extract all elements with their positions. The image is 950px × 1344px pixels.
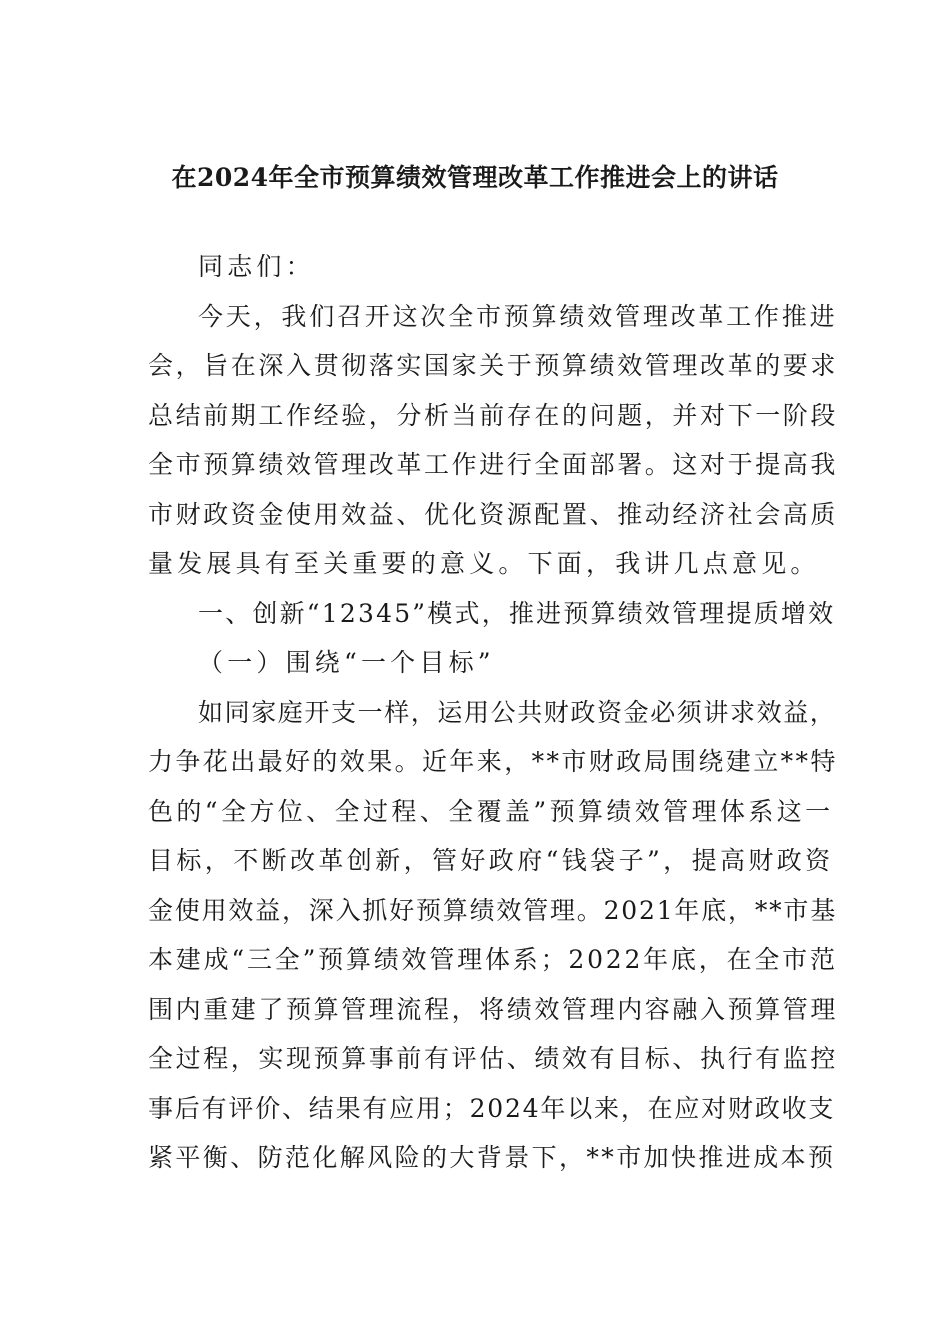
body-line: 量发展具有至关重要的意义。下面，我讲几点意见。 (148, 549, 820, 578)
document-title: 在2024年全市预算绩效管理改革工作推进会上的讲话 (171, 163, 779, 192)
body-line: 会，旨在深入贯彻落实国家关于预算绩效管理改革的要求 (148, 351, 839, 380)
body-line: 全市预算绩效管理改革工作进行全面部署。这对于提高我 (148, 450, 839, 479)
body-line: 市财政资金使用效益、优化资源配置、推动经济社会高质 (148, 499, 839, 529)
body-line: （一）围绕“一个目标” (198, 648, 495, 677)
body-line: 总结前期工作经验，分析当前存在的问题，并对下一阶段 (148, 400, 839, 430)
body-line: 色的“全方位、全过程、全覆盖”预算绩效管理体系这一 (148, 796, 834, 826)
body-line: 目标，不断改革创新，管好政府“钱袋子”，提高财政资 (148, 846, 834, 875)
body-line: 今天，我们召开这次全市预算绩效管理改革工作推进 (198, 301, 838, 331)
body-line: 本建成“三全”预算绩效管理体系；2022年底，在全市范 (148, 945, 838, 974)
body-line: 一、创新“12345”模式，推进预算绩效管理提质增效 (198, 598, 836, 628)
body-line: 同志们： (198, 252, 315, 281)
body-line: 紧平衡、防范化解风险的大背景下，**市加快推进成本预 (148, 1143, 836, 1172)
body-line: 事后有评价、结果有应用；2024年以来，在应对财政收支 (148, 1093, 836, 1123)
body-line: 金使用效益，深入抓好预算绩效管理。2021年底，**市基 (148, 895, 838, 925)
body-line: 围内重建了预算管理流程，将绩效管理内容融入预算管理 (148, 994, 839, 1024)
body-line: 力争花出最好的效果。近年来，**市财政局围绕建立**特 (148, 747, 838, 776)
body-line: 全过程，实现预算事前有评估、绩效有目标、执行有监控 (148, 1044, 839, 1073)
body-line: 如同家庭开支一样，运用公共财政资金必须讲求效益， (198, 697, 837, 727)
document-body (148, 242, 838, 1183)
